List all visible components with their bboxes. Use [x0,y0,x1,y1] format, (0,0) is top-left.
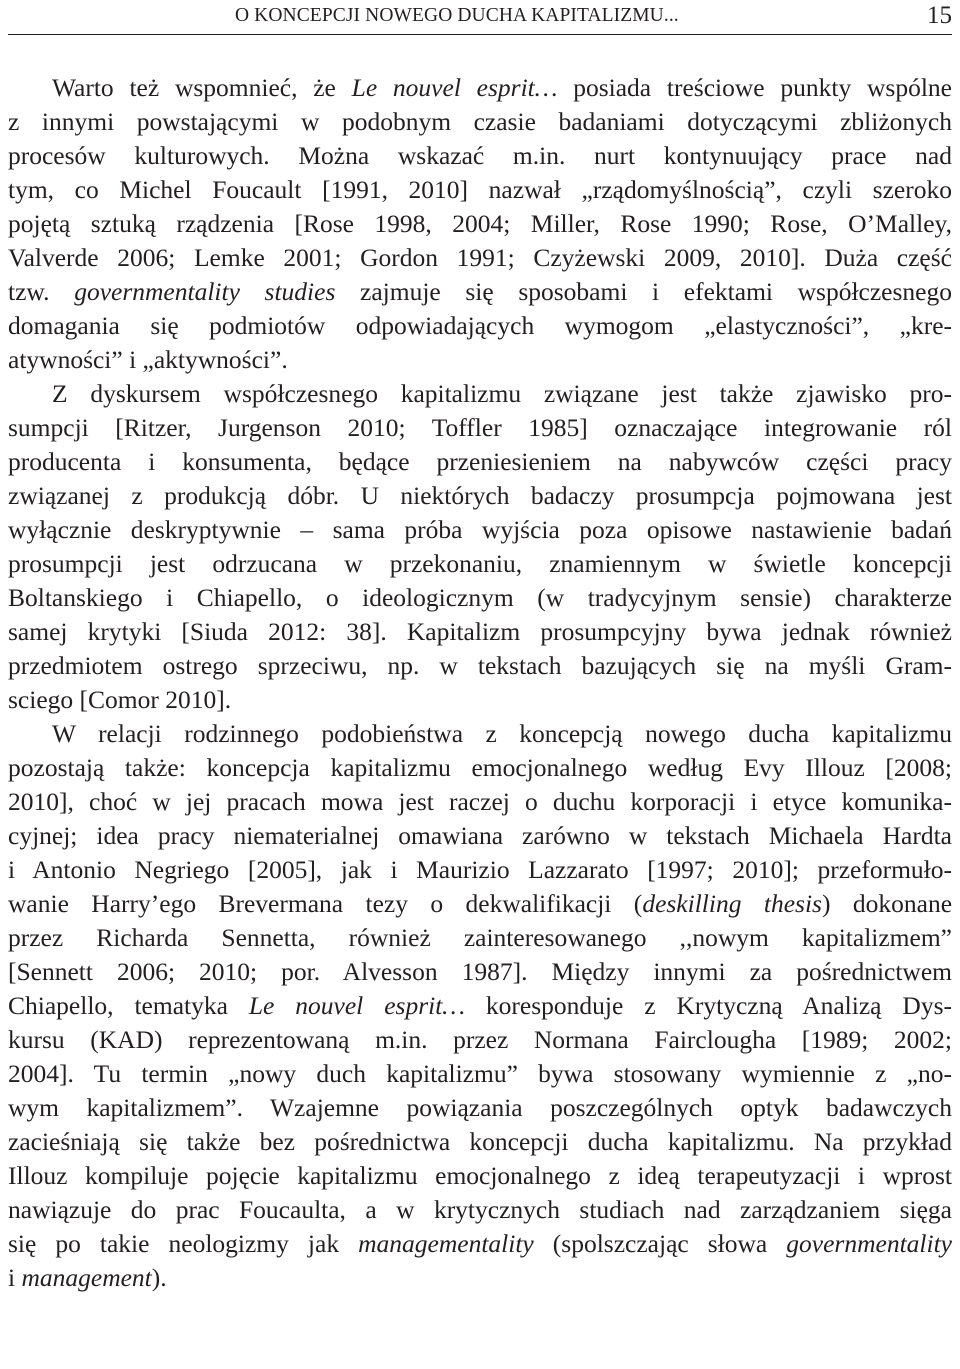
text-line [8,479,952,513]
text-run: domagania się podmiotów odpowiadających wymogom „elastyczności”, „kre- [8,311,952,340]
text-run: wym kapitalizmem”. Wzajemne powiązania poszczególnych optyk badawczych [8,1093,952,1122]
text-line [8,1227,952,1261]
body-text [8,71,952,1295]
text-line [8,819,952,853]
text-run: przez Richarda Sennetta, również zainteresowanego ,,nowym kapitalizmem” [8,923,952,952]
paragraph [8,71,952,377]
text-line [8,1193,952,1227]
text-line [8,683,952,717]
text-run: się po takie neologizmy jak [8,1229,359,1258]
text-line [8,887,952,921]
italic-text: management [21,1263,152,1292]
paragraph [8,717,952,1295]
text-line [8,1125,952,1159]
text-line [8,1023,952,1057]
text-run: Boltanskiego i Chiapello, o ideologicznym (w tradycyjnym sensie) charakterze [8,583,952,612]
text-run: Z dyskursem współczesnego kapitalizmu związane jest także zjawisko pro- [52,379,952,408]
text-line [8,241,952,275]
italic-text: managementality [358,1229,534,1258]
text-line [8,547,952,581]
text-run: pozostają także: koncepcja kapitalizmu emocjonalnego według Evy Illouz [2008; [8,753,952,782]
text-run: Warto też wspomnieć, że [52,73,352,102]
text-run: Chiapello, tematyka [8,991,249,1020]
text-run: [Sennett 2006; 2010; por. Alvesson 1987]. Między innymi za pośrednictwem [8,957,952,986]
page-number: 15 [927,2,952,29]
text-run: Valverde 2006; Lemke 2001; Gordon 1991; Czyżewski 2009, 2010]. Duża część [8,243,952,272]
text-run: ) dokonane [821,889,953,918]
text-run: atywności” i „aktywności”. [8,345,288,374]
text-run: ). [151,1263,167,1292]
text-line [8,615,952,649]
text-run: koresponduje z Krytyczną Analizą Dys- [464,991,953,1020]
text-line [8,207,952,241]
text-run: kursu (KAD) reprezentowaną m.in. przez Normana Fairclougha [1989; 2002; [8,1025,952,1054]
running-head-title: O KONCEPCJI NOWEGO DUCHA KAPITALIZMU... [235,5,679,26]
text-run: zajmuje się sposobami i efektami współczesnego [335,277,952,306]
italic-text: governmentality studies [74,277,336,306]
text-line [8,139,952,173]
text-run: i Antonio Negriego [2005], jak i Maurizio Lazzarato [1997; 2010]; przeformuło- [8,855,952,884]
text-line [8,581,952,615]
text-run: i [8,1263,22,1292]
text-line [8,649,952,683]
text-line [8,1091,952,1125]
text-run: zacieśniają się także bez pośrednictwa koncepcji ducha kapitalizmu. Na przykład [8,1127,952,1156]
italic-text: Le nouvel esprit… [248,991,465,1020]
text-run: wanie Harry’ego Brevermana tezy o dekwalifikacji ( [8,889,643,918]
text-run: związanej z produkcją dóbr. U niektórych badaczy prosumpcja pojmowana jest [8,481,952,510]
text-run: procesów kulturowych. Można wskazać m.in. nurt kontynuujący prace nad [8,141,952,170]
text-line [8,343,952,377]
text-line [8,275,952,309]
text-line [8,105,952,139]
text-line [8,1057,952,1091]
text-line [8,989,952,1023]
text-run: sumpcji [Ritzer, Jurgenson 2010; Toffler 1985] oznaczające integrowanie ról [8,413,952,442]
text-line [8,173,952,207]
italic-text: Le nouvel esprit… [351,73,558,102]
paragraph [8,377,952,717]
text-line [8,71,952,105]
text-run: (spolszczając słowa [533,1229,787,1258]
text-run: nawiązuje do prac Foucaulta, a w krytycznych studiach nad zarządzaniem sięga [8,1195,952,1224]
text-run: cyjnej; idea pracy niematerialnej omawiana zarówno w tekstach Michaela Hardta [8,821,952,850]
text-run: tym, co Michel Foucault [1991, 2010] nazwał „rządomyślnością”, czyli szeroko [8,175,952,204]
text-run: przedmiotem ostrego sprzeciwu, np. w tekstach bazujących się na myśli Gram- [8,651,952,680]
text-run: W relacji rodzinnego podobieństwa z koncepcją nowego ducha kapitalizmu [52,719,952,748]
text-line [8,853,952,887]
text-run: 2010], choć w jej pracach mowa jest raczej o duchu korporacji i etyce komunika- [8,787,952,816]
text-line [8,921,952,955]
text-line [8,411,952,445]
text-run: tzw. [8,277,75,306]
text-line [8,309,952,343]
running-header [8,2,952,35]
text-line [8,377,952,411]
text-line [8,1159,952,1193]
text-run: 2004]. Tu termin „nowy duch kapitalizmu” bywa stosowany wymiennie z „no- [8,1059,952,1088]
text-line [8,513,952,547]
text-line [8,717,952,751]
text-run: Illouz kompiluje pojęcie kapitalizmu emocjonalnego z ideą terapeutyzacji i wprost [8,1161,952,1190]
text-line [8,1261,952,1295]
text-run: z innymi powstającymi w podobnym czasie badaniami dotyczącymi zbliżonych [8,107,952,136]
text-run: sciego [Comor 2010]. [8,685,232,714]
text-line [8,785,952,819]
text-run: wyłącznie deskryptywnie – sama próba wyjścia poza opisowe nastawienie badań [8,515,952,544]
italic-text: governmentality [786,1229,952,1258]
text-line [8,751,952,785]
text-run: prosumpcji jest odrzucana w przekonaniu, znamiennym w świetle koncepcji [8,549,952,578]
text-run: samej krytyki [Siuda 2012: 38]. Kapitalizm prosumpcyjny bywa jednak również [8,617,952,646]
text-run: posiada treściowe punkty wspólne [557,73,952,102]
text-line [8,445,952,479]
italic-text: deskilling thesis [642,889,822,918]
text-line [8,955,952,989]
text-run: producenta i konsumenta, będące przeniesieniem na nabywców części pracy [8,447,952,476]
text-run: pojętą sztuką rządzenia [Rose 1998, 2004; Miller, Rose 1990; Rose, O’Malley, [8,209,952,238]
